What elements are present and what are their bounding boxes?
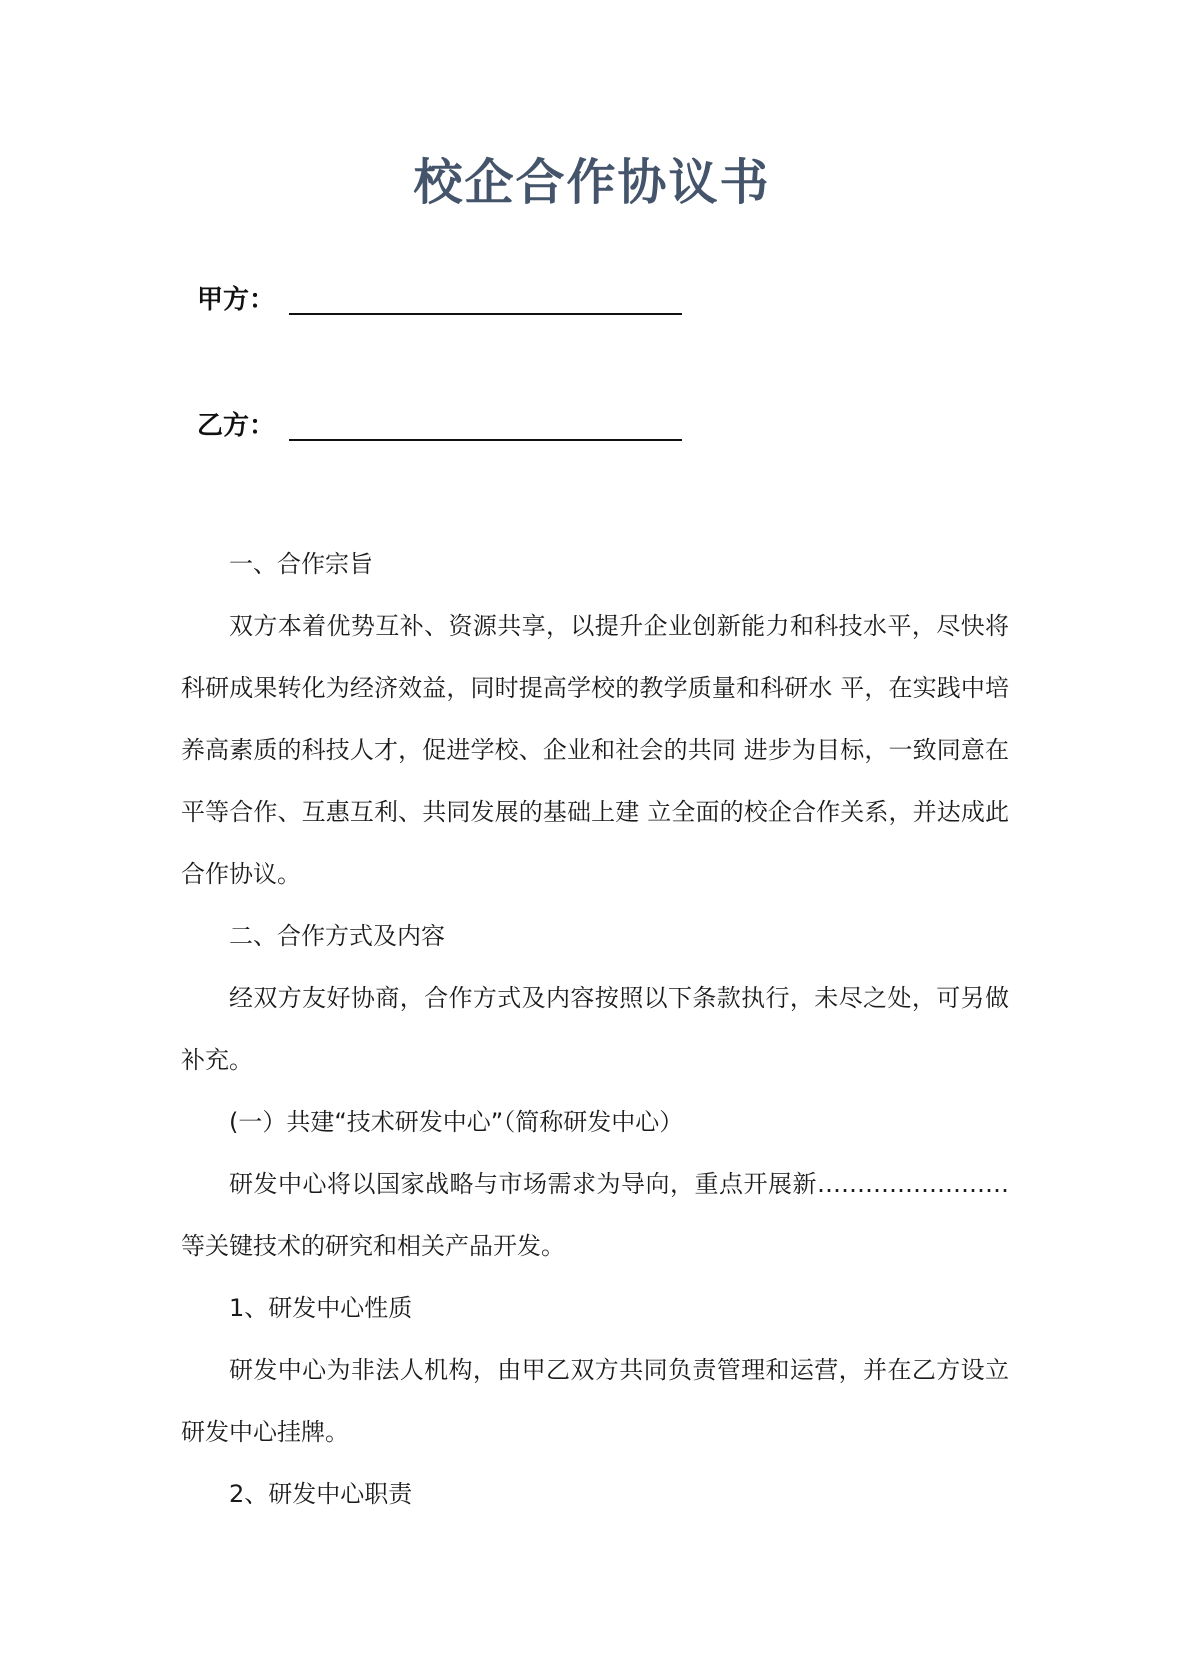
item-heading-nature: 1、研发中心性质 bbox=[229, 1294, 413, 1322]
party-a-line bbox=[197, 282, 682, 318]
agreement-body bbox=[181, 533, 1009, 1525]
paragraph-cooperation: 经双方友好协商，合作方式及内容按照以下条款执行，未尽之处，可另做补充。 bbox=[181, 984, 1009, 1074]
party-a-label: 甲方： bbox=[197, 285, 276, 315]
party-b-blank bbox=[289, 411, 682, 441]
subsection-heading-rd-center: (一）共建“技术研发中心”（简称研发中心） bbox=[229, 1108, 684, 1136]
party-b-line bbox=[197, 408, 682, 444]
party-b-label: 乙方： bbox=[197, 411, 276, 441]
party-a-blank bbox=[289, 285, 682, 315]
item-heading-duties: 2、研发中心职责 bbox=[229, 1480, 413, 1508]
document-title: 校企合作协议书 bbox=[413, 154, 771, 211]
paragraph-rd-center: 研发中心将以国家战略与市场需求为导向，重点开展新……………………等关键技术的研究和相关产品开发。 bbox=[181, 1170, 1009, 1260]
section-heading-cooperation: 二、合作方式及内容 bbox=[229, 922, 445, 950]
section-heading-purpose: 一、合作宗旨 bbox=[229, 550, 373, 578]
paragraph-purpose: 双方本着优势互补、资源共享，以提升企业创新能力和科技水平，尽快将科研成果转化为经济效益，同时提高学校的教学质量和科研水 平，在实践中培养高素质的科技人才，促进学校、企业和社会的共同 进步为目标，一致同意在平等合作、互惠互利、共同发展的基础上建 立全面的校企合作关系，并达成此合作协议。 bbox=[181, 612, 1009, 888]
paragraph-nature: 研发中心为非法人机构，由甲乙双方共同负责管理和运营，并在乙方设立研发中心挂牌。 bbox=[181, 1356, 1009, 1446]
